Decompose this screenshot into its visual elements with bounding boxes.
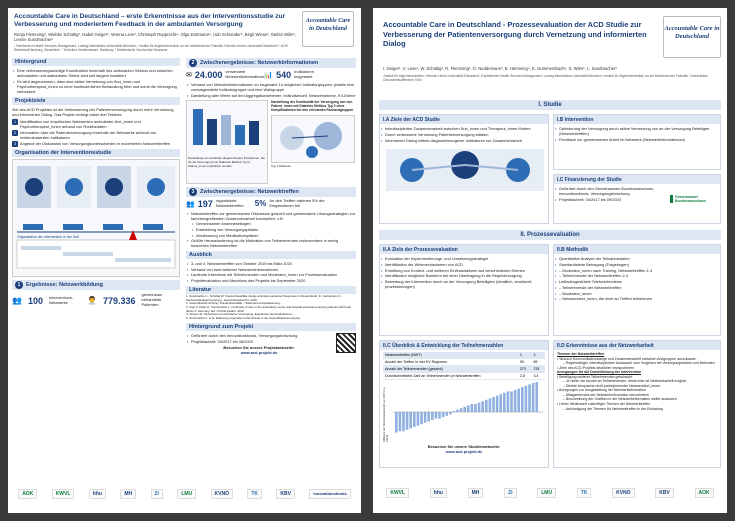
organisation-caption: Organisation der Intervention in der Zeit [17,235,79,240]
box-ic [553,174,721,224]
diff-bar [507,391,510,412]
logo-kvno-r: KVNO [612,488,634,498]
ergebnisse-l1: Interventions-Netzwerke [49,294,74,305]
netzinfo-n1: 24.000 [194,70,223,80]
diff-bar [467,405,470,412]
participants-table: Netzwerktreffen (NWT) 1 2 Anzahl der Treffen in vier KV Regionen 99 89 Anzahl der Teilnehmenden (gesamt) 273 276 Durchschnittliche Zahl an Teilnehmenden je Netzwerktreffen 2,8 3,4 [383,352,545,380]
diff-bar [406,412,409,430]
diff-chart-ylabel: Differenz der Teilnehmendenzahl von NWT1 zu NWT2 [383,387,389,442]
diff-bar [431,412,434,420]
logo-kwvl: KWVL [52,489,75,499]
ergebnisse-stats [12,293,180,307]
left-title: Accountable Care in Deutschland – erste Erkenntnisse aus der Interventionsstudie zur Verbesserung und moderiertem Feedback in der ambulanten Versorgung [14,13,286,29]
logo-kvno: KVNO [211,489,233,499]
ergebnisse-n1: 100 [27,295,43,306]
diff-bar [399,412,402,431]
logo-mh: MH [120,489,136,499]
hintergrund-projekt-list: • Gefördert durch den Innovationsfonds, Versorgungsforschung • Projektlaufzeit: 04/2017 bis 06/2020 [186,333,332,344]
logo-aok-r: AOK [695,488,714,498]
right-title: Accountable Care in Deutschland - Prozessevaluation der ACD Studie zur Verbesserung der Patientenversorgung durch Vernetzung und informierten Dialog [383,20,647,49]
diff-chart [393,382,543,442]
organisation-figure [12,159,180,277]
diff-bar [449,412,452,414]
diff-bar [420,412,423,424]
ausblick-header: Ausblick [186,251,356,259]
netzinfo-figures [186,100,356,184]
netzinfo-fig-note: Typ 2 Diabetes [271,163,292,168]
acd-logo-right: Accountable Care in Deutschland [663,16,721,58]
logo-kwvl-r: KWVL [386,488,409,498]
literatur-header: Literatur [186,286,356,294]
diff-bar [499,394,502,412]
ausblick-list: • 3. und 4. Netzwerktreffen von Oktober 2019 bis März 2020 • Versand von zwei weiteren Netzwerkinformationen • Laufende Interviews mit Teilnehmenden und Moderator_innen zur Prozessevaluation • Projektevaluation und Abschluss des Projekts bis September 2020 [186,261,356,283]
diff-bar [528,384,531,412]
right-authors: I. Geiger¹, V. Leve¹, W. Schüttig², R. Flemming², O. Neddemann³, B. Hemming⁴, E. Gummersbach⁵, S. Wilm⁶, L. Sundmacher² [383,66,617,71]
qr-code [336,333,356,353]
diff-bar [514,390,517,412]
diff-bar [496,396,499,412]
iia-header: II.A Ziele der Prozessevaluation [380,245,548,254]
diff-bar [453,411,456,412]
organisation-diagram [13,160,179,276]
poster-right [373,8,727,513]
hintergrund-projekt-body [186,333,356,355]
section-prozessevaluation: II. Prozessevaluation [379,230,721,240]
diff-bar [424,412,427,423]
treffen-list: • Netzwerktreffen zur gemeinsamen Diskussion gesucht und gemeinsame Lösungsstrategien zur fachübergreifenden Zusammenarbeit konzeptiert, z.B. • Gemeinsamer Anamnesebogen • Erarbeitung von Versorgungspfaden • Abstimmung von Medikationsplänen • Größte Herausforderung ist die Motivation von Teilnehmenden insbesondere in wenig besuchten Netzwerktreffen [186,211,356,249]
iib-header: II.B Methodik [554,245,720,254]
ic-list: • Gefördert durch den Gemeinsamen Bundesausschuss, Innovationsfonds, Versorgungsforschung • Projektlaufzeit: 04/2017 bis 09/2020 [554,184,666,205]
box-iib [553,244,721,336]
box-ia [379,114,549,224]
diff-bar [474,404,477,412]
treffen-n2: 5% [254,199,267,209]
gba-logo: Gemeinsamer Bundesausschuss [670,195,716,203]
diff-bar [521,387,524,412]
left-column [12,58,180,308]
organisation-header: Organisation der Interventionsstudie [12,149,180,157]
ia-header: I.A Ziele der ACD Studie [380,115,548,124]
netzinfo-header: 2 Zwischenergebnisse: Netzwerkinformationen [186,58,356,68]
diff-bar [525,386,528,412]
logo-hhu-r: hhu [430,488,447,498]
logo-zi: Zi [151,489,163,499]
people-icon: 👥 [12,296,22,306]
right-logo-bar [373,473,727,513]
netzinfo-list: • Versand von Netzwerkinformationen zu insgesamt 14 möglichen Indikatorgruppen: jeweils eine vorausgewählte Indikatorgruppe und eine Wahlgruppe • Darstellung aller Werte auf drei Aggregationsebenen: ecitindividuell, Netzwerkebene, KV-Ebene [186,82,356,98]
logo-tk: TK [247,489,262,499]
poster-left [8,8,361,513]
netzinfo-fig2-caption: Darstellung von ambulant abgerechneten Prozeduren, die für die Versorgung von Diabetes Mellitus Typ 2 Patient_innen empfohlen werden [188,155,265,168]
diff-bar [413,412,416,427]
diff-bar [438,412,441,419]
right-web-link[interactable]: www.acd-projekt.de [445,449,483,455]
hintergrund-projekt-header: Hintergrund zum Projekt [186,323,356,331]
hintergrund-list: • Eine verbesserungswürdige Koordination innerhalb des ambulanten Sektors und zwischen ambulantem und stationärem Sektor wird seit langem kostatiert. • Es wird angenommen, dass eine aktive Vernetzung von Ärzt_innen und Psychotherapeut_innen zu einer kontinuierlichen Behandlung führt und somit die Versorgung verbessert. [12,68,180,94]
netzinfo-l2: Indikatoren insgesamt [294,69,314,79]
logo-mh-r: MH [468,488,484,498]
acd-logo: Accountable Care in Deutschland [302,11,354,47]
patients-icon: 👨‍⚕️ [87,296,97,306]
diff-bar [427,412,430,421]
logo-kbv-r: KBV [655,488,674,498]
box-iia [379,244,549,336]
projektziele-intro: Ziel des ACD Projektes ist die Verbesserung der Patientenversorgung durch mehr Vernetzung und informierten Dialog. Das Projekt verfolgt dabei drei Teilziele: [12,106,174,117]
netzinfo-fig2 [271,100,355,184]
treffen-l2: An den Treffen nahmen 5% der Eingeladenen teil [269,197,325,208]
treffen-header: 3 Zwischenergebnisse: Netzwerktreffen [186,187,356,197]
logo-kbv: KBV [276,489,295,499]
iib-list: • Quantitative Analyse der Teilnahmedaten • Standardisierte Befragung (Fragebogen) • – Moderator_innen nach Training, Netzwerktreffen 1-4 • – Teilnehmende der Netzwerktreffen 2-4 • Leitfadengestützte Telefoninterviews • – Teilnehmende der Netzwerktreffen • – Moderator_innen • – Netzwerkärzt_innen, die nicht an Treffen teilnehmen [554,254,720,304]
ic-header: I.C Finanzierung der Studie [554,175,720,184]
logo-tk-r: TK [577,488,592,498]
diff-chart-wrap [383,382,545,444]
netzinfo-stats [186,70,356,80]
iid-header: II.D Erkenntnisse aus der Netzwerkarbeit [554,341,720,350]
iia-list: • Evaluation der Implementierungs- und Umsetzungsstrategie • Identifikation der Wirkmechanismen von ACD • Ermittlung von Kontext- und weiteren Einflussfaktoren auf verschiedenen Ebenen • Identifikation möglicher Barrieren bei einer Übertragung in die Regelversorgung • Bewertung der Intervention durch an der Versorgung Beteiligten (inhaltlich, strukturell, prozessbezogen) [380,254,548,292]
table-row: Anzahl der Teilnehmenden (gesamt) 273 276 [383,366,545,373]
projektziele-list: 1 Identifikation von empirischen Netzwerken ambulanter Ärzt_innen und Psychotherapeut_innen anhand von Routinedaten 2 Information über die Patientenversorgung innerhalb der Netzwerke anhand von evidenzbasierten Indikatoren 3 Angebot der Diskussion von Versorgungsunterschieden in moderierten Netzwerktreffen [13,119,171,147]
netzinfo-fig1 [186,100,268,184]
logo-aok: AOK [18,489,37,499]
ia-illustration [382,145,548,195]
diff-bar [478,403,481,412]
diff-bar [402,412,405,431]
table-row: Anzahl der Treffen in vier KV Regionen 99 89 [383,359,545,366]
group-icon: 👥 [186,200,195,208]
diff-bar [485,400,488,412]
box-ib [553,114,721,170]
box-iid [553,340,721,468]
ib-list: • Optimierung der Versorgung durch aktive Vernetzung von an der Versorgung Beteiligter (Netzwerktreffen) • Feedback zur gemeinsamen Arbeit im Netzwerk (Netzwerkinformationen) [554,124,720,145]
logo-lmu-r: LMU [537,488,556,498]
ib-header: I.B Intervention [554,115,720,124]
ia-list: • Interdisziplinäre Zusammenarbeit zwischen Ärzt_innen und Therapeut_innen fördern • Durch verbesserte Vernetzung Patientenversorgung stärken • Informierter Dialog mittels diagnosebezogener Indikatoren zur Zusammenarbeit [380,124,548,145]
logo-lmu: LMU [177,489,196,499]
right-affiliations: ¹Institut für Allgemeinmedizin, Heinrich-Heine-Universität Düsseldorf; ²Fachbereich Health Services Management, Ludwig-Maximilians-Universität München; ³Institut für Allgemeinmedizin an der Medizinischen Fakultät; ⁴Universitäre Gesundheitsoffensive, Köln [383,74,708,82]
left-web-link[interactable]: www.acd-projekt.de [240,350,278,356]
projektziele-header: Projektziele [12,97,180,105]
diff-bar [435,412,438,419]
treffen-l1: organisierte Netzwerktreffen [215,197,244,208]
diff-bar [503,393,506,412]
netzinfo-map [271,115,355,163]
diff-bar [395,412,398,433]
diff-bar [481,401,484,412]
diff-bar [463,407,466,412]
ergebnisse-l2: gemeinsam behandelte Patienten [141,292,163,307]
treffen-stats [186,199,356,209]
netzinfo-n2: 540 [276,70,292,80]
diff-bar [417,412,420,426]
network-map [272,116,354,162]
diff-bar [535,382,538,412]
diff-bar [460,408,463,412]
ergebnisse-header: 1 Ergebnisse: Netzwerkbildung [12,280,180,290]
diff-bar [471,404,474,412]
left-authors: Ronja Flemming¹, Wiebke Schüttig², Isabel Geiger³, Verena Leve³, Christoph Rupprecht⁴, Olga Dortmann⁵, Udo Schneider⁶, Birgit Wiese³, Stefan Wilm³, Leonie Sundmacher² [14,32,296,43]
diff-bar [492,397,495,412]
logo-zi-r: Zi [504,488,516,498]
diff-bar [409,412,412,428]
logo-hhu: hhu [89,489,106,499]
literatur-list: 1. Sundmacher L, Schüttig W. Krankenhausfälle infolge ambulant-sensitiver Diagnosen in Deutschland. In: Hurrelmann K, Sachverständigenrat (Hrsg.). Gesundheitsbericht. 2016. 2. Gesundheitsforschung: Krankenhausfälle – Stationäre Hospitalisierung. 3. Vogt V, Koller D, Sundmacher L. Continuity of care in the ambulatory sector and hospital admissions among patients with heart failure in Germany. Eur J Public Health. 2016. 4. Greiner W. Sicherheit und ambulanter Versorgung: Ergebnisse aus Evaluationen. 5. Sundmacher L et al. Erfassung regionaler Unterschiede in der Gesundheitsversorgung. [186,294,352,320]
diff-bar [442,412,445,417]
diff-bar [456,410,459,412]
table-row: Durchschnittliche Zahl an Teilnehmenden je Netzwerktreffen 2,8 3,4 [383,373,545,380]
iid-list: Themen der Netzwerktreffen • Wunsch Kommunikationswege und Zusammenarbeit zwischen Arztgruppen auszubauen – Regelmäßiger, interdisziplinärer Austausch zum Vorgehen bei Versorgungslücken und Befunden • Ziele des ACD-Projekts deutlicher transportieren Anregungen für die Durchführung der Intervention • Beteiligung weiterer Teilnehmenden gewünscht – Je höher die Anzahl an Teilnehmenden, desto eher ist Netzwerkarbeit möglich – Direkte Ansprache nicht-partizipierender Netzwerkärzt_innen • Anregungen zur Ausgestaltung der Netzwerkinformation – Alltagsrelevanz der Netzwerkinformation hervorheben – Beschreibung der Grafiken in der Netzwerkinformation weiter ausbauen • Hoher Stellenwert zukünftiger Themen der Netzwerktreffen – Ankündigung der Themen für Netzwerktreffen in der Einladung [557,352,715,411]
netzinfo-fig-caption: Darstellung der Kontinuität der Versorgung von von Patient_innen mit Diabetes Mellitus Typ 2 ohne Komplikationen bei den relevanten Facharztgruppen [271,99,354,113]
box-iic [379,340,549,468]
mail-icon: ✉ [186,72,192,79]
section-studie: I. Studie [379,100,721,110]
logo-innovationsfonds: Innovationsfonds [309,489,350,499]
diff-bar [445,412,448,416]
right-web-label: Besuchen Sie unsere Studienwebseite: [427,444,501,449]
left-affiliations: ¹ Fachbereich Health Services Management, Ludwig-Maximilians-Universität München; ² Institut für Allgemeinmedizin an der Medizinischen Fakultät, Heinrich-Heine-Universität Düsseldorf; ³ AOK Rheinland/Hamburg, Düsseldorf; ⁴ Techniker Krankenkasse, Hamburg; ⁵ Medizinische Hochschule Hannover [14,44,288,52]
diff-bar [517,389,520,412]
chart-icon: 📊 [264,72,274,79]
treffen-n1: 197 [197,198,213,209]
hintergrund-header: Hintergrund [12,58,180,66]
netzinfo-l1: versendete Netzwerkinformationen [225,69,267,79]
left-web-label: Besuchen Sie unsere Projektwebseite: [223,345,295,351]
right-column [186,58,356,355]
left-logo-bar [8,475,361,513]
ergebnisse-n2: 779.336 [102,295,136,306]
diff-bar [489,398,492,412]
continuity-chart [187,101,267,151]
diff-bar [532,383,535,412]
diff-bar [510,391,513,412]
iic-header: II.C Überblick & Entwicklung der Teilnehmerzahlen [380,341,548,350]
